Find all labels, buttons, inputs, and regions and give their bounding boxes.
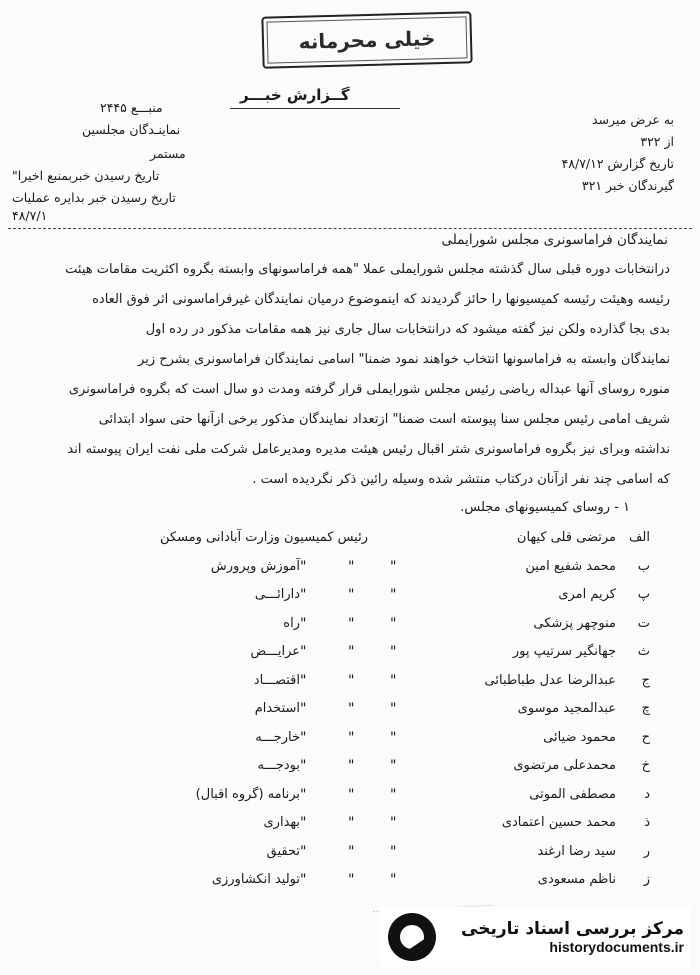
- committee-name: تحقیق: [266, 843, 300, 859]
- member-row: [0, 815, 700, 841]
- ditto-mark: ": [348, 644, 355, 660]
- member-letter: د: [644, 786, 650, 802]
- ditto-mark: ": [300, 758, 307, 774]
- ditto-mark: ": [300, 843, 307, 860]
- ditto-mark: ": [390, 644, 397, 660]
- body-line: نمایندگان وابسته به فراماسونها انتخاب خواهند نمود ضمنا" اسامی نمایندگان فراماسونری بشرح زیر: [138, 352, 670, 367]
- member-row: [0, 758, 700, 784]
- committee-name: راه: [283, 615, 300, 631]
- member-row: [0, 530, 700, 556]
- member-name: منوچهر پزشکی: [533, 615, 616, 631]
- ditto-mark: ": [300, 786, 307, 803]
- committee-name: عرایـــض: [250, 644, 300, 659]
- member-name: محمد حسین اعتمادی: [501, 815, 616, 830]
- member-row: [0, 673, 700, 699]
- member-letter: ح: [641, 729, 650, 745]
- member-name: کریم امری: [558, 587, 616, 602]
- ditto-mark: ": [300, 558, 307, 575]
- ditto-mark: ": [348, 758, 355, 774]
- receivers-line: گیرندگان خبر ۳۲۱: [581, 178, 674, 193]
- member-row: [0, 559, 700, 585]
- member-name: محمد شفیع امین: [525, 558, 616, 574]
- ditto-mark: ": [348, 587, 355, 603]
- member-letter: ب: [637, 558, 650, 574]
- section-heading: ۱ - روسای کمیسیونهای مجلس.: [460, 500, 630, 515]
- ditto-mark: ": [300, 815, 307, 831]
- member-letter: ز: [643, 872, 650, 887]
- ditto-mark: ": [300, 872, 307, 888]
- ditto-mark: ": [300, 615, 307, 632]
- member-name: عبدالمجید موسوی: [517, 701, 616, 716]
- body-line: بدی بجا گذارده ولکن نیز گفته میشود که درانتخابات سال جاری نیز همه مقامات مذکور در رده اول: [145, 322, 670, 337]
- ditto-mark: ": [348, 615, 355, 632]
- member-letter: ر: [643, 843, 650, 859]
- member-name: محمود ضیائی: [543, 729, 616, 745]
- addressed-line: به عرض میرسد: [592, 112, 674, 127]
- member-name: سید رضا ارغند: [537, 843, 616, 859]
- report-date-line: تاریخ گزارش ۴۸/۷/۱۲: [561, 156, 674, 171]
- body-line: منوره روسای آنها عبداله ریاضی رئیس مجلس شورایملی قرار گرفته ومدت دو سال است که بگروه فراماسونری: [68, 382, 670, 397]
- title-underline: [230, 108, 400, 109]
- watermark: [380, 907, 690, 967]
- ditto-mark: ": [300, 729, 307, 746]
- ditto-mark: ": [348, 786, 355, 803]
- watermark-title: مرکز بررسی اسناد تاریخی: [461, 919, 684, 939]
- member-row: [0, 872, 700, 898]
- member-row: [0, 787, 700, 813]
- source-name: نماینـدگان مجلسین: [82, 122, 181, 137]
- committee-column-heading: رئیس کمیسیون وزارت آبادانی ومسکن: [160, 530, 368, 545]
- member-name: مصطفی الموتی: [529, 786, 616, 802]
- ditto-mark: ": [348, 729, 355, 746]
- member-name: جهانگیر سرتیپ پور: [512, 644, 616, 659]
- date-to-operations: تاریخ رسیدن خبر بدایره عملیات: [12, 190, 176, 205]
- committee-name: استخدام: [254, 701, 300, 716]
- member-letter: چ: [641, 701, 650, 716]
- ditto-mark: ": [348, 872, 355, 888]
- signature-scribble: [371, 869, 493, 912]
- member-letter: پ: [637, 587, 650, 602]
- body-line: رئیسه وهیئت رئیسه کمیسیونها را حائز گردیدند که اینموضوع درمیان نمایندگان غیرفراماسونی اثر فوق العاده: [92, 292, 670, 307]
- ditto-mark: ": [348, 843, 355, 860]
- committee-name: اقتصـــاد: [253, 672, 300, 688]
- committee-name: آموزش وپرورش: [210, 558, 300, 574]
- committee-name: دارائـــی: [254, 587, 300, 602]
- header-divider: [8, 228, 692, 229]
- subject-line: نمایندگان فراماسونری مجلس شورایملی: [441, 232, 668, 248]
- source-number: منبـــع ۲۴۴۵: [100, 100, 163, 115]
- ditto-mark: ": [348, 672, 355, 689]
- confidential-stamp: خیلی محرمانه: [261, 11, 472, 68]
- body-line: شریف امامی رئیس مجلس سنا پیوسته است ضمنا" ازتعداد نمایندگان مذکور برخی ازآنها حتی سواد ابتدائی: [98, 412, 670, 427]
- ditto-mark: ": [390, 872, 397, 888]
- ditto-mark: ": [300, 672, 307, 689]
- ditto-mark: ": [390, 815, 397, 831]
- body-line: که اسامی چند نفر ازآنان درکتاب منتشر شده وسیله رائین ذکر نگردیده است .: [252, 472, 670, 487]
- date-value: ۴۸/۷/۱: [12, 208, 48, 223]
- body-line: درانتخابات دوره قبلی سال گذشته مجلس شورایملی عملا "همه فراماسونهای وابسته بگروه اکثریت مقامات هیئت: [65, 262, 670, 277]
- member-row: [0, 587, 700, 613]
- member-letter: الف: [628, 530, 650, 545]
- ditto-mark: ": [300, 587, 307, 603]
- report-title: گــزارش خبـــر: [240, 86, 350, 104]
- ditto-mark: ": [390, 843, 397, 860]
- ditto-mark: ": [348, 815, 355, 831]
- member-row: [0, 616, 700, 642]
- ditto-mark: ": [390, 558, 397, 575]
- member-name: عبدالرضا عدل طباطبائی: [484, 672, 616, 688]
- ditto-mark: ": [390, 758, 397, 774]
- member-letter: ذ: [644, 815, 650, 830]
- from-line: از ۳۲۲: [640, 134, 674, 149]
- member-row: [0, 644, 700, 670]
- source-evaluation: مستمر: [150, 146, 186, 161]
- member-letter: خ: [641, 758, 650, 773]
- date-received: تاریخ رسیدن خبربمنبع اخیرا": [12, 168, 160, 183]
- member-name: مرتضی قلی کیهان: [516, 530, 616, 545]
- committee-name: بودجـــه: [257, 758, 300, 773]
- ditto-mark: ": [390, 786, 397, 803]
- member-letter: ث: [637, 644, 650, 659]
- member-row: [0, 844, 700, 870]
- committee-name: خارجـــه: [255, 729, 300, 745]
- committee-name: تولید انکشاورزی: [211, 872, 300, 887]
- archive-logo-icon: [388, 913, 436, 961]
- ditto-mark: ": [348, 701, 355, 717]
- member-name: محمدعلی مرتضوی: [513, 758, 616, 773]
- ditto-mark: ": [300, 701, 307, 717]
- ditto-mark: ": [300, 644, 307, 660]
- body-line: نداشته وبرای نیز بگروه فراماسونری شتر اقبال رئیس هیئت مدیره ومدیرعامل شرکت ملی نفت ایران پیوسته اند: [67, 442, 670, 457]
- ditto-mark: ": [390, 672, 397, 689]
- committee-name: برنامه (گروه اقبال): [195, 786, 300, 802]
- watermark-url: historydocuments.ir: [549, 939, 684, 955]
- member-letter: ت: [637, 615, 650, 631]
- committee-name: بهداری: [263, 815, 300, 830]
- member-row: [0, 701, 700, 727]
- member-letter: ج: [641, 672, 650, 688]
- ditto-mark: ": [348, 558, 355, 575]
- ditto-mark: ": [390, 615, 397, 632]
- member-row: [0, 730, 700, 756]
- member-name: ناظم مسعودی: [537, 872, 616, 887]
- ditto-mark: ": [390, 587, 397, 603]
- ditto-mark: ": [390, 701, 397, 717]
- ditto-mark: ": [390, 729, 397, 746]
